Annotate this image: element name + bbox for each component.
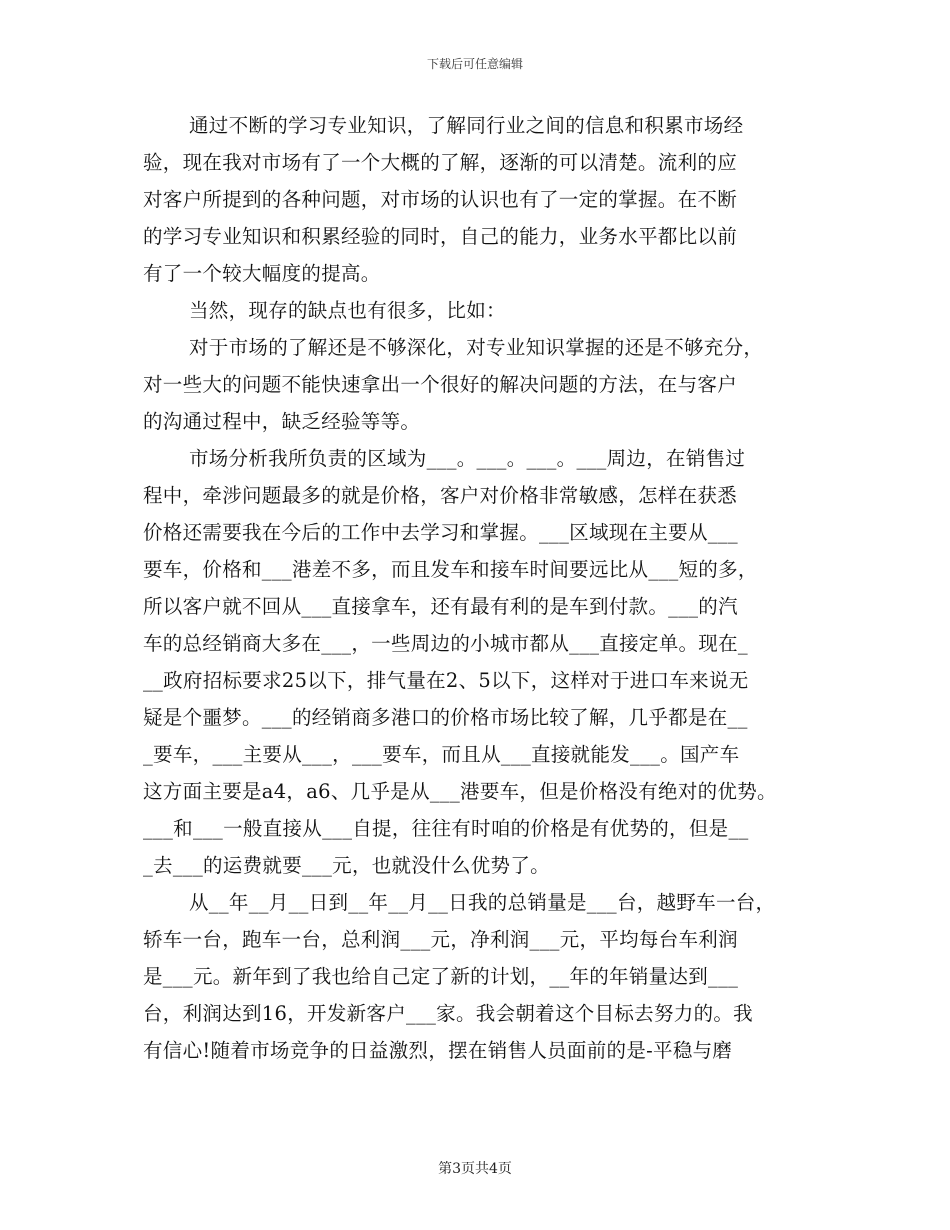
paragraph-line: 验，现在我对市场有了一个大概的了解，逐渐的可以清楚。流利的应: [143, 151, 738, 174]
paragraph-line: __政府招标要求25以下，排气量在2、5以下，这样对于进口车来说无: [143, 669, 749, 692]
paragraph-line: 通过不断的学习专业知识，了解同行业之间的信息和积累市场经: [189, 114, 744, 137]
paragraph-line: 对于市场的了解还是不够深化，对专业知识掌握的还是不够充分，: [189, 336, 764, 359]
paragraph-line: 车的总经销商大多在___，一些周边的小城市都从___直接定单。现在_: [143, 632, 748, 655]
paragraph-line: 从__年__月__日到__年__月__日我的总销量是___台，越野车一台，: [189, 891, 776, 914]
document-body: [143, 107, 823, 1069]
paragraph-line: 对客户所提到的各种问题，对市场的认识也有了一定的掌握。在不断: [143, 188, 738, 211]
paragraph-line: _去___的运费就要___元，也就没什么优势了。: [143, 854, 550, 877]
paragraph-line: 当然，现存的缺点也有很多，比如：: [189, 299, 506, 322]
paragraph-line: 程中，牵涉问题最多的就是价格，客户对价格非常敏感，怎样在获悉: [143, 484, 738, 507]
paragraph-line: 的沟通过程中，缺乏经验等等。: [143, 410, 421, 433]
paragraph-line: 价格还需要我在今后的工作中去学习和掌握。___区域现在主要从___: [143, 521, 738, 544]
paragraph-line: 有了一个较大幅度的提高。: [143, 262, 381, 285]
paragraph-line: ___和___一般直接从___自提，往往有时咱的价格是有优势的，但是__: [143, 817, 749, 840]
paragraph-line: 疑是个噩梦。___的经销商多港口的价格市场比较了解，几乎都是在__: [143, 706, 748, 729]
page-number: 第3页共4页: [438, 1161, 512, 1177]
paragraph-line: 市场分析我所负责的区域为___。___。___。___周边，在销售过: [189, 447, 746, 470]
paragraph-line: 这方面主要是a4，a6、几乎是从___港要车，但是价格没有绝对的优势。: [143, 780, 777, 803]
paragraph-line: 台，利润达到16，开发新客户___家。我会朝着这个目标去努力的。我: [143, 1002, 753, 1025]
paragraph-line: 是___元。新年到了我也给自己定了新的计划，__年的年销量达到___: [143, 965, 739, 988]
paragraph-line: 轿车一台，跑车一台，总利润___元，净利润___元，平均每台车利润: [143, 928, 738, 951]
page-header: 下载后可任意编辑: [426, 57, 523, 71]
paragraph-line: 对一些大的问题不能快速拿出一个很好的解决问题的方法，在与客户: [143, 373, 738, 396]
paragraph-line: 有信心!随着市场竞争的日益激烈，摆在销售人员面前的是-平稳与磨: [143, 1039, 733, 1062]
paragraph-line: 要车，价格和___港差不多，而且发车和接车时间要远比从___短的多，: [143, 558, 758, 581]
paragraph-line: _要车，___主要从___，___要车，而且从___直接就能发___。国产车: [143, 743, 740, 766]
paragraph-line: 的学习专业知识和积累经验的同时，自己的能力，业务水平都比以前: [143, 225, 738, 248]
paragraph-line: 所以客户就不回从___直接拿车，还有最有利的是车到付款。___的汽: [143, 595, 738, 618]
